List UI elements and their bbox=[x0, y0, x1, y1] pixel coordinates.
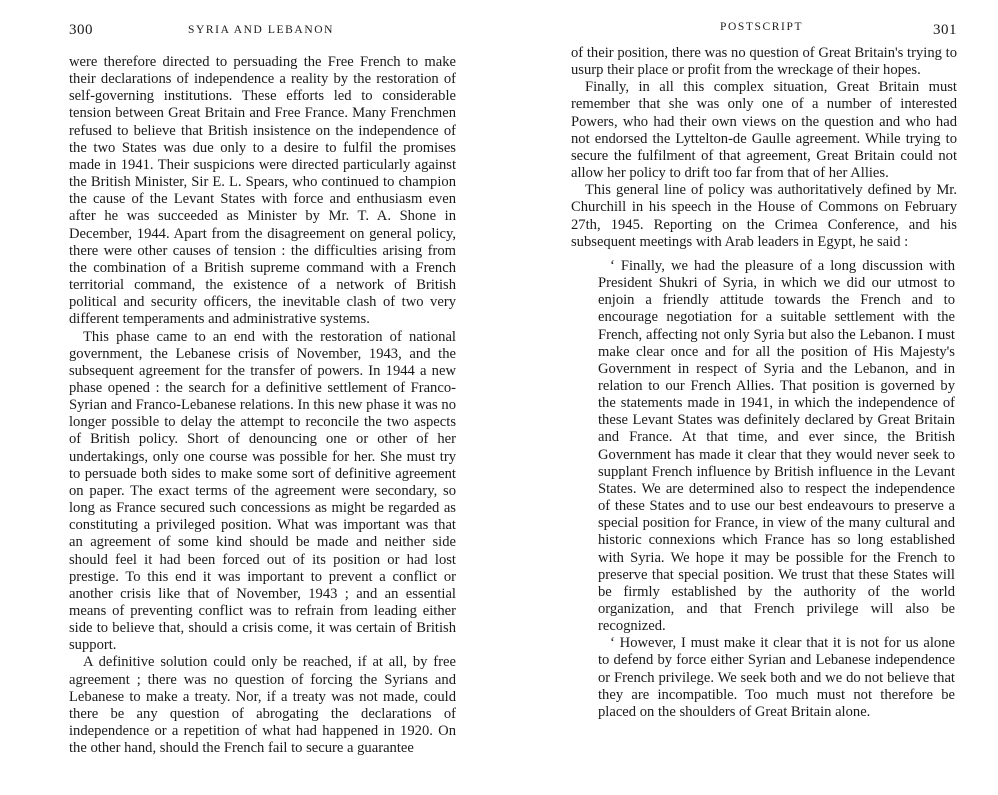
paragraph: of their position, there was no question of Great Britain's trying to usurp their place or profit from the wreckage of their hopes. bbox=[571, 45, 957, 79]
quote-paragraph: ‘ Finally, we had the pleasure of a long discussion with President Shukri of Syria, in which we did our utmost to enjoin a friendly attitude towards the French and to encourage negotiation for a suitable settlement with the French, affecting not only Syria but also the Lebanon. I must make clear once and for all the position of His Majesty's Government in respect of Syria and the Lebanon, and in relation to our French Allies. That position is governed by the statements made in 1941, in which the independence of these Levant States was definitely declared by Great Britain and France. At that time, and ever since, the British Government has made it clear that they would never seek to supplant French influence by British influence in the Levant States. We are determined also to respect the independence of these States and to use our best endeavours to preserve a special position for France, in view of the many cultural and historic connexions which France has so long established with Syria. We hope it may be possible for the French to preserve that special position. We trust that these States will be firmly established by the authority of the world organization, and that French privilege will also be recognized. bbox=[598, 257, 955, 635]
left-page-body bbox=[69, 54, 456, 757]
right-page-body bbox=[571, 45, 957, 721]
paragraph: were therefore directed to persuading the Free French to make their declarations of independence a reality by the restoration of self-governing institutions. These efforts led to considerable tension between Great Britain and Free France. Many Frenchmen refused to believe that British insistence on the independence of the two States was due only to a desire to fulfil the promises made in 1941. Their suspicions were directed particularly against the British Minister, Sir E. L. Spears, who continued to champion the cause of the Levant States with force and enthusiasm even after he was succeeded as Minister by Mr. T. A. Shone in December, 1944. Apart from the disagreement on general policy, there were other causes of tension : the difficulties arising from the combination of a British supreme command with a French territorial command, the existence of a network of British political and security officers, the inevitable clash of two very different temperaments and administrative systems. bbox=[69, 54, 456, 328]
page-number-right: 301 bbox=[933, 22, 957, 38]
quote-paragraph: ‘ However, I must make it clear that it is not for us alone to defend by force either Syrian and Lebanese independence or French privilege. We seek both and we do not believe that they are incompatible. Too much must not therefore be placed on the shoulders of Great Britain alone. bbox=[598, 635, 955, 720]
running-head-right: POSTSCRIPT bbox=[720, 21, 804, 33]
paragraph: A definitive solution could only be reached, if at all, by free agreement ; there was no question of forcing the Syrians and Lebanese to make a treaty. Nor, if a treaty was not made, could there be any question of abrogating the declarations of independence or a repetition of what had happened in 1920. On the other hand, should the French fail to secure a guarantee bbox=[69, 654, 456, 757]
churchill-quote bbox=[598, 258, 955, 721]
paragraph: This general line of policy was authoritatively defined by Mr. Churchill in his speech in the House of Commons on February 27th, 1945. Reporting on the Crimea Conference, and his subsequent meetings with Arab leaders in Egypt, he said : bbox=[571, 182, 957, 250]
paragraph: This phase came to an end with the restoration of national government, the Lebanese crisis of November, 1943, and the subsequent agreement for the transfer of powers. In 1944 a new phase opened : the search for a definitive settlement of Franco-Syrian and Franco-Lebanese relations. In this new phase it was no longer possible to delay the attempt to reconcile the two aspects of British policy. Short of denouncing one or other of her undertakings, only one course was possible for her. She must try to persuade both sides to make some sort of definitive agreement on paper. The exact terms of the agreement were secondary, so long as France secured such concessions as might be regarded as constituting a privileged position. What was important was that an agreement of some kind should be made and neither side should feel it had been forced out of its position or had lost prestige. To this end it was important to prevent a conflict or another crisis like that of November, 1943 ; and an essential means of preventing conflict was to refrain from leading either side to believe that, should a crisis come, it was certain of British support. bbox=[69, 328, 456, 654]
running-head-left: SYRIA AND LEBANON bbox=[188, 24, 335, 36]
paragraph: Finally, in all this complex situation, Great Britain must remember that she was only one of a number of interested Powers, who had their own views on the question and who had not endorsed the Lyttelton-de Gaulle agreement. While trying to secure the fulfilment of that agreement, Great Britain could not allow her policy to drift too far from that of her Allies. bbox=[571, 79, 957, 182]
page-number-left: 300 bbox=[69, 22, 93, 38]
